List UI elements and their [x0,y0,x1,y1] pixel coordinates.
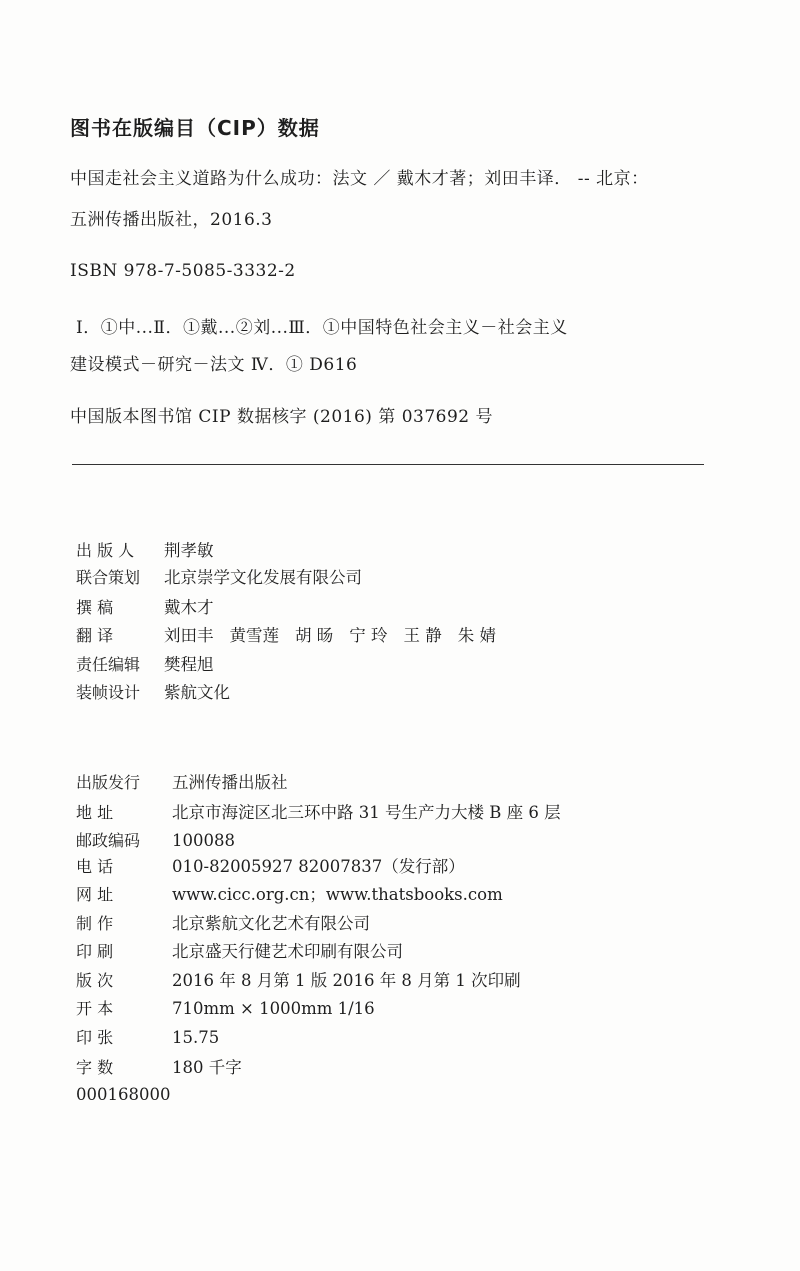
pub-word-count [76,1054,242,1080]
pub-value: 180 千字 [172,1058,242,1077]
pub-value: 100088 [172,831,235,850]
isbn: ISBN 978-7-5085-3332-2 [70,261,296,281]
pub-value: www.cicc.org.cn；www.thatsbooks.com [172,885,503,904]
pub-label: 印 刷 [76,942,114,961]
cip-classification-line-1: Ⅰ．①中...Ⅱ．①戴...②刘...Ⅲ．①中国特色社会主义－社会主义 [76,318,568,338]
pub-value: 710mm × 1000mm 1/16 [172,999,375,1018]
pub-label: 地 址 [76,803,114,822]
pub-label: 版 次 [76,971,114,990]
translator-name: 王 静 [403,626,442,645]
credit-label: 撰 稿 [76,598,114,617]
cip-publisher-line: 五洲传播出版社，2016.3 [70,210,273,230]
translator-name: 朱 婧 [457,626,496,645]
pub-address [76,799,561,825]
credit-label: 出 版 人 [76,541,135,560]
pub-sheets [76,1025,219,1051]
pub-value: 北京盛天行健艺术印刷有限公司 [172,942,403,961]
print-code: 000168000 [76,1085,171,1104]
pub-label: 开 本 [76,999,114,1018]
cip-title: 图书在版编目（CIP）数据 [70,116,320,140]
pub-printer [76,938,403,964]
pub-value: 2016 年 8 月第 1 版 2016 年 8 月第 1 次印刷 [172,971,521,990]
credit-label: 装帧设计 [76,683,141,702]
translator-list [164,622,512,646]
credit-joint-planning [76,564,362,590]
credit-translators [76,622,512,648]
pub-format [76,996,375,1022]
credit-label: 责任编辑 [76,655,141,674]
pub-label: 印 张 [76,1028,114,1047]
cip-record-number: 中国版本图书馆 CIP 数据核字 (2016) 第 037692 号 [70,407,494,427]
credit-value: 樊程旭 [164,655,214,674]
credit-design [76,679,230,705]
pub-value: 010-82005927 82007837（发行部） [172,857,465,876]
credit-publisher-head [76,537,214,563]
pub-production [76,910,370,936]
pub-distributor [76,769,288,795]
credit-author [76,594,214,620]
credit-value: 北京崇学文化发展有限公司 [164,568,362,587]
credit-label: 联合策划 [76,568,141,587]
pub-value: 五洲传播出版社 [172,773,288,792]
translator-name: 宁 玲 [349,626,388,645]
pub-edition [76,967,521,993]
translator-name: 黄雪莲 [229,626,279,645]
pub-label: 电 话 [76,857,114,876]
pub-value: 15.75 [172,1028,220,1047]
pub-label: 制 作 [76,914,114,933]
pub-label: 邮政编码 [76,831,141,850]
pub-value: 北京紫航文化艺术有限公司 [172,914,370,933]
credit-editor [76,651,214,677]
translator-name: 刘田丰 [164,626,214,645]
pub-postcode [76,828,235,854]
pub-website [76,881,503,907]
translator-name: 胡 旸 [295,626,334,645]
credit-label: 翻 译 [76,626,114,645]
cip-classification-line-2: 建设模式－研究－法文 Ⅳ．① D616 [70,355,358,375]
pub-label: 字 数 [76,1058,114,1077]
pub-value: 北京市海淀区北三环中路 31 号生产力大楼 B 座 6 层 [172,803,561,822]
credit-value: 紫航文化 [164,683,230,702]
credit-value: 荆孝敏 [164,541,214,560]
divider-rule [72,464,704,465]
pub-phone [76,853,465,879]
pub-label: 网 址 [76,885,114,904]
credit-value: 戴木才 [164,598,214,617]
cip-book-description: 中国走社会主义道路为什么成功：法文 ／ 戴木才著；刘田丰译． -- 北京： [70,169,649,189]
pub-label: 出版发行 [76,773,141,792]
